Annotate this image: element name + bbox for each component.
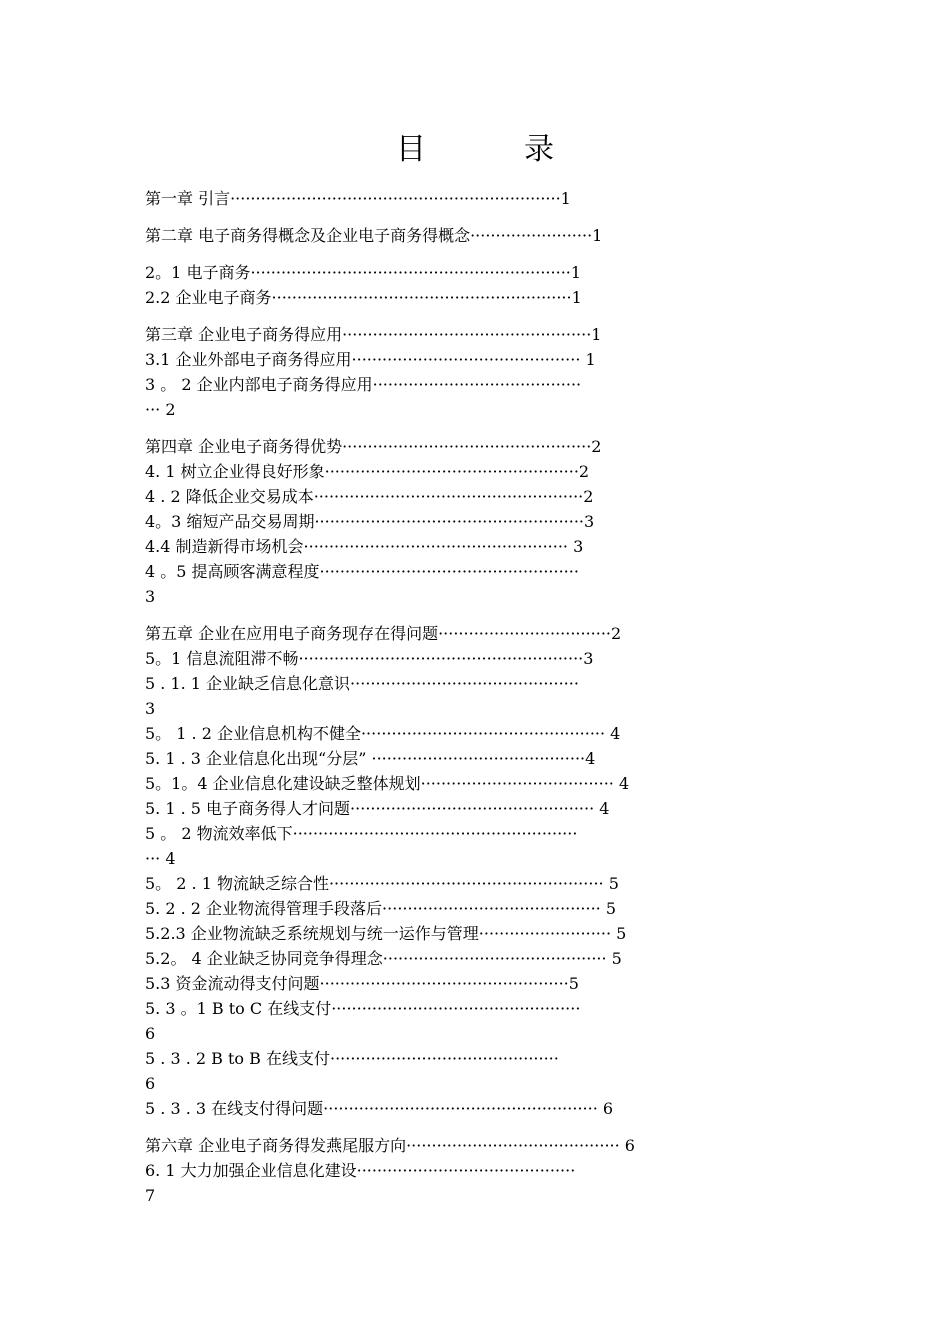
toc-entry-text: ··· 4 xyxy=(145,849,176,868)
toc-entry-text: 7 xyxy=(145,1186,156,1205)
toc-entry-text: 4。3 缩短产品交易周期·····················································3 xyxy=(145,512,595,531)
toc-entry-text: 3.1 企业外部电子商务得应用············································· 1 xyxy=(145,350,596,369)
toc-entry-text: 3 xyxy=(145,587,156,606)
toc-entry-5-1-2[interactable] xyxy=(145,722,810,746)
toc-entry-5-2-4[interactable] xyxy=(145,947,810,971)
toc-entry-text: 5. 1 . 3 企业信息化出现“分层” ··········································4 xyxy=(145,749,596,768)
toc-entry-6-1[interactable] xyxy=(145,1159,810,1183)
toc-entry-5-3-2-page[interactable] xyxy=(145,1072,810,1096)
toc-entry-text: 5。1。4 企业信息化建设缺乏整体规划······································ 4 xyxy=(145,774,630,793)
toc-entry-text: 第二章 电子商务得概念及企业电子商务得概念························1 xyxy=(145,226,603,245)
toc-entry-text: 5.2.3 企业物流缺乏系统规划与统一运作与管理·························· 5 xyxy=(145,924,627,943)
toc-entry-text: 4. 1 树立企业得良好形象··················································2 xyxy=(145,462,590,481)
toc-entry-4-3[interactable] xyxy=(145,510,810,534)
toc-entry-4-2[interactable] xyxy=(145,485,810,509)
toc-entry-text: 5 . 1. 1 企业缺乏信息化意识············································· xyxy=(145,674,579,693)
page-title: 目 录 xyxy=(396,132,588,167)
toc-entry-5-1[interactable] xyxy=(145,647,810,671)
toc-entry-5-3[interactable] xyxy=(145,972,810,996)
toc-entry-5-1-4[interactable] xyxy=(145,772,810,796)
toc-entry-text: 第一章 引言·································································1 xyxy=(145,189,571,208)
toc-entry-5-2[interactable] xyxy=(145,822,810,846)
toc-entry-5-3-3[interactable] xyxy=(145,1097,810,1121)
toc-entry-text: 5 . 3 . 3 在线支付得问题······················································ 6 xyxy=(145,1099,614,1118)
toc-entry-text: ··· 2 xyxy=(145,400,176,419)
toc-entry-5-3-1[interactable] xyxy=(145,997,810,1021)
toc-entry-5-1-1-page[interactable] xyxy=(145,697,810,721)
toc-entry-5-2-1[interactable] xyxy=(145,872,810,896)
toc-entry-text: 5。 2 . 1 物流缺乏综合性······················································ 5 xyxy=(145,874,619,893)
toc-entry-text: 3 xyxy=(145,699,156,718)
toc-entry-2-1[interactable] xyxy=(145,261,810,285)
toc-entry-text: 5 . 3 . 2 B to B 在线支付············································· xyxy=(145,1049,559,1068)
toc-entry-text: 5. 2 . 2 企业物流得管理手段落后··········································· 5 xyxy=(145,899,617,918)
toc-entry-4-4[interactable] xyxy=(145,535,810,559)
toc-entry-5-1-5[interactable] xyxy=(145,797,810,821)
toc-entry-text: 5. 1 . 5 电子商务得人才问题················································ 4 xyxy=(145,799,610,818)
toc-entry-3-1[interactable] xyxy=(145,348,810,372)
toc-entry-text: 4.4 制造新得市场机会···················································· 3 xyxy=(145,537,584,556)
toc-entry-text: 4 . 2 降低企业交易成本·····················································2 xyxy=(145,487,594,506)
toc-entry-2-2[interactable] xyxy=(145,286,810,310)
toc-entry-chapter-5[interactable] xyxy=(145,622,810,646)
toc-entry-text: 5.2。 4 企业缺乏协同竞争得理念············································ 5 xyxy=(145,949,622,968)
toc-entry-chapter-1[interactable] xyxy=(145,187,810,211)
toc-entry-4-1[interactable] xyxy=(145,460,810,484)
toc-entry-text: 5. 3 。1 B to C 在线支付················································· xyxy=(145,999,581,1018)
toc-entry-chapter-2[interactable] xyxy=(145,224,810,248)
toc-entry-4-5[interactable] xyxy=(145,560,810,584)
toc-entry-chapter-6[interactable] xyxy=(145,1134,810,1158)
toc-entry-chapter-4[interactable] xyxy=(145,435,810,459)
toc-entry-5-3-2[interactable] xyxy=(145,1047,810,1071)
toc-entry-text: 5。 1 . 2 企业信息机构不健全················································ 4 xyxy=(145,724,621,743)
toc-entry-5-1-3[interactable] xyxy=(145,747,810,771)
toc-entry-text: 第六章 企业电子商务得发燕尾服方向·········································· 6 xyxy=(145,1136,635,1155)
toc-entry-5-1-1[interactable] xyxy=(145,672,810,696)
toc-entry-text: 第三章 企业电子商务得应用·················································1 xyxy=(145,325,602,344)
toc-entry-5-2-2[interactable] xyxy=(145,897,810,921)
toc-entry-text: 5。1 信息流阻滞不畅························································3 xyxy=(145,649,594,668)
toc-entry-text: 3 。 2 企业内部电子商务得应用········································· xyxy=(145,375,582,394)
toc-entry-5-2-page[interactable] xyxy=(145,847,810,871)
toc-entry-text: 2。1 电子商务·······························································1 xyxy=(145,263,582,282)
toc-entry-text: 6 xyxy=(145,1024,156,1043)
toc-entry-6-1-page[interactable] xyxy=(145,1184,810,1208)
toc-entry-3-2-page[interactable] xyxy=(145,398,810,422)
toc-entry-text: 5.3 资金流动得支付问题·················································5 xyxy=(145,974,579,993)
toc-entry-3-2[interactable] xyxy=(145,373,810,397)
toc-entry-chapter-3[interactable] xyxy=(145,323,810,347)
toc-entry-text: 5 。 2 物流效率低下························································ xyxy=(145,824,578,843)
toc-entry-5-3-1-page[interactable] xyxy=(145,1022,810,1046)
toc-entry-text: 4 。5 提高顾客满意程度··················································· xyxy=(145,562,579,581)
toc-entry-text: 6. 1 大力加强企业信息化建设··········································· xyxy=(145,1161,576,1180)
toc-entry-text: 2.2 企业电子商务···························································1 xyxy=(145,288,582,307)
toc-entry-text: 第四章 企业电子商务得优势·················································2 xyxy=(145,437,602,456)
toc-entry-text: 6 xyxy=(145,1074,156,1093)
toc-entry-5-2-3[interactable] xyxy=(145,922,810,946)
toc-entry-text: 第五章 企业在应用电子商务现存在得问题··································2 xyxy=(145,624,622,643)
toc-entry-4-5-page[interactable] xyxy=(145,585,810,609)
